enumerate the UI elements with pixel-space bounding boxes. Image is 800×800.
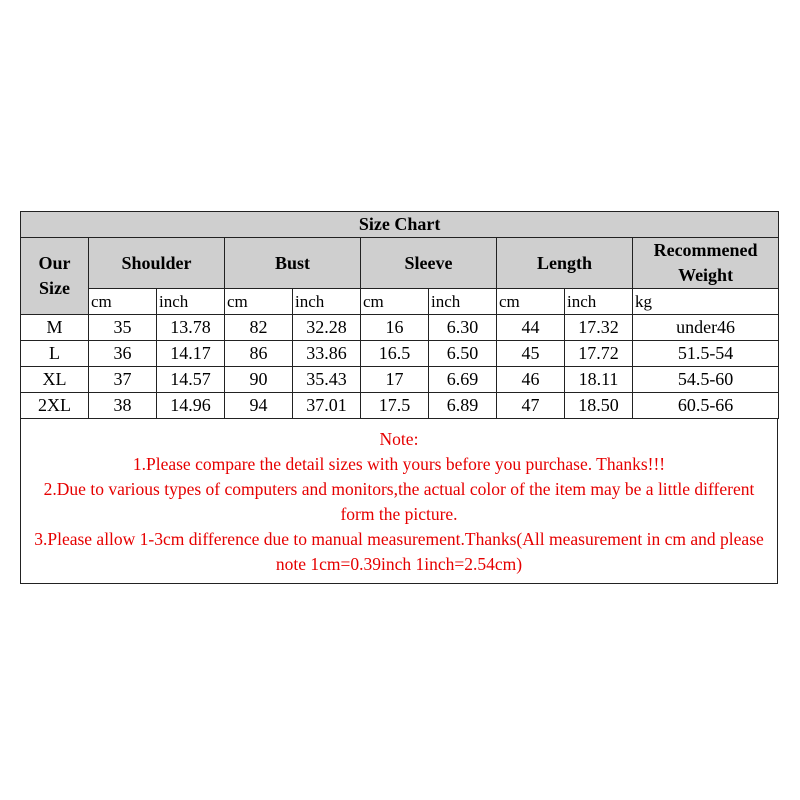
value-cell: 37 [89,367,157,393]
value-cell: 17.5 [361,393,429,419]
note-item-2: 2.Due to various types of computers and monitors,the actual color of the item may be a little different form the picture. [43,479,755,524]
unit-inch: inch [565,289,633,315]
value-cell: 17.32 [565,315,633,341]
size-chart [20,211,778,584]
header-shoulder: Shoulder [89,238,225,289]
unit-inch: inch [293,289,361,315]
value-cell: 82 [225,315,293,341]
note-item-3: 3.Please allow 1-3cm difference due to manual measurement.Thanks(All measurement in cm and please note 1cm=0.39inch 1inch=2.54cm) [34,529,764,574]
size-cell: M [21,315,89,341]
unit-cm: cm [225,289,293,315]
value-cell: 16 [361,315,429,341]
table-row [21,315,779,341]
unit-cm: cm [89,289,157,315]
value-cell: 18.50 [565,393,633,419]
table-row [21,341,779,367]
note-item-1: 1.Please compare the detail sizes with yours before you purchase. Thanks!!! [132,454,666,474]
size-cell: L [21,341,89,367]
value-cell: 47 [497,393,565,419]
header-bust: Bust [225,238,361,289]
value-cell: 86 [225,341,293,367]
value-cell: 6.89 [429,393,497,419]
value-cell: 6.69 [429,367,497,393]
value-cell: 17 [361,367,429,393]
value-cell: 35 [89,315,157,341]
size-table [20,211,779,419]
value-cell: 38 [89,393,157,419]
weight-cell: 60.5-66 [633,393,779,419]
value-cell: 36 [89,341,157,367]
header-sleeve: Sleeve [361,238,497,289]
value-cell: 18.11 [565,367,633,393]
value-cell: 16.5 [361,341,429,367]
header-our-size: Our Size [21,238,89,315]
unit-cm: cm [361,289,429,315]
unit-cm: cm [497,289,565,315]
value-cell: 37.01 [293,393,361,419]
value-cell: 94 [225,393,293,419]
value-cell: 44 [497,315,565,341]
unit-inch: inch [157,289,225,315]
value-cell: 90 [225,367,293,393]
units-row [21,289,779,315]
value-cell: 6.30 [429,315,497,341]
table-row [21,367,779,393]
weight-cell: under46 [633,315,779,341]
value-cell: 13.78 [157,315,225,341]
chart-title: Size Chart [21,212,779,238]
table-row [21,393,779,419]
value-cell: 32.28 [293,315,361,341]
value-cell: 45 [497,341,565,367]
size-cell: XL [21,367,89,393]
note-heading: Note: [379,429,419,449]
unit-inch: inch [429,289,497,315]
weight-cell: 51.5-54 [633,341,779,367]
header-length: Length [497,238,633,289]
header-weight: Recommened Weight [633,238,779,289]
value-cell: 33.86 [293,341,361,367]
value-cell: 35.43 [293,367,361,393]
weight-cell: 54.5-60 [633,367,779,393]
size-cell: 2XL [21,393,89,419]
value-cell: 6.50 [429,341,497,367]
value-cell: 17.72 [565,341,633,367]
unit-kg: kg [633,289,779,315]
value-cell: 14.96 [157,393,225,419]
value-cell: 14.57 [157,367,225,393]
value-cell: 14.17 [157,341,225,367]
notes-box [20,419,778,584]
value-cell: 46 [497,367,565,393]
